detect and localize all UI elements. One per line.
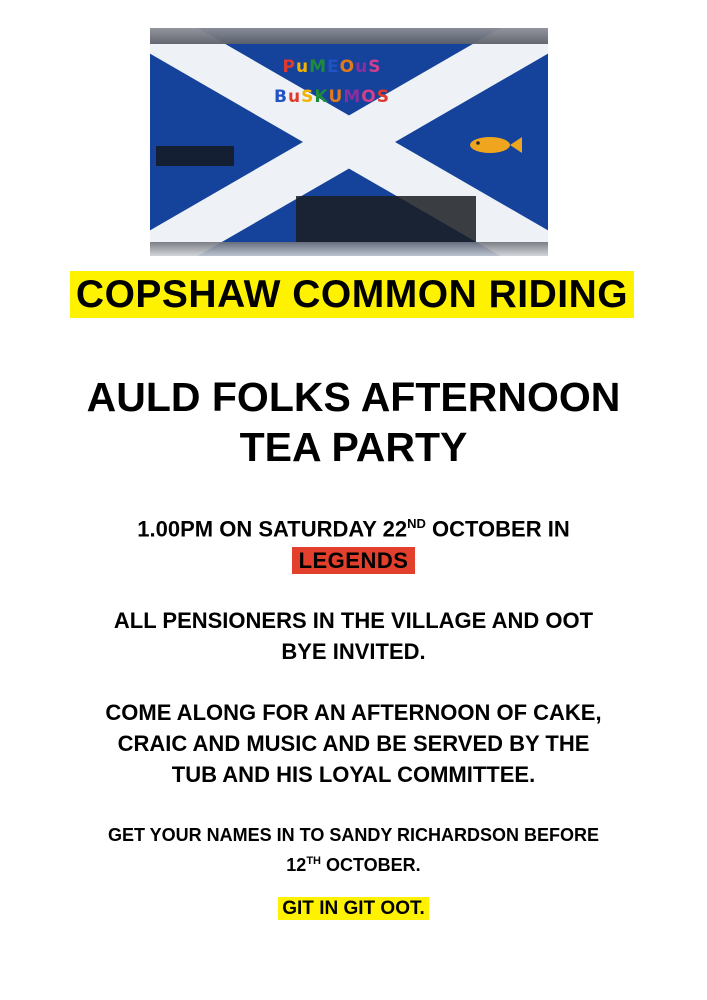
photo-bottom-strip [150,242,548,256]
details-line-2: CRAIC AND MUSIC AND BE SERVED BY THE [117,731,590,756]
photo-dark-panel-secondary [156,146,234,166]
rsvp-line-1: GET YOUR NAMES IN TO SANDY RICHARDSON BEFORE [107,825,600,845]
rsvp-deadline-day: 12 [286,855,307,875]
details-line-1: COME ALONG FOR AN AFTERNOON OF CAKE, [105,700,602,725]
page-title [44,272,660,318]
photo-top-strip [150,28,548,44]
event-headline [40,372,667,472]
rsvp-paragraph [40,822,667,878]
rsvp-deadline-month: OCTOBER. [321,855,421,875]
rsvp-deadline-ordinal: TH [306,855,321,867]
invitation-line-1: ALL PENSIONERS IN THE VILLAGE AND OOT [113,608,594,633]
details-line-3: TUB AND HIS LOYAL COMMITTEE. [171,762,536,787]
event-datetime-suffix: OCTOBER IN [425,516,570,542]
event-venue-line [40,545,667,577]
photo-letter-banner: PuMEOuS BuSKUMOS [274,57,390,107]
invitation-line-2: BYE INVITED. [281,639,426,664]
event-headline-line-1: AULD FOLKS AFTERNOON [86,374,621,420]
details-paragraph [40,697,667,790]
flag-photo [150,28,548,256]
photo-dark-panel [296,196,476,242]
fish-icon [466,132,522,158]
invitation-paragraph [40,605,667,667]
event-date-ordinal: ND [407,516,426,531]
event-datetime-prefix: 1.00PM ON SATURDAY 22 [137,516,408,542]
footer-slogan [40,898,667,920]
rsvp-line-2 [40,848,667,878]
event-datetime-line [40,508,667,545]
page-title-text: COPSHAW COMMON RIDING [70,271,634,318]
event-venue: LEGENDS [292,547,416,574]
event-headline-line-2: TEA PARTY [239,424,468,470]
footer-slogan-text: GIT IN GIT OOT. [278,897,429,920]
event-datetime [40,508,667,577]
